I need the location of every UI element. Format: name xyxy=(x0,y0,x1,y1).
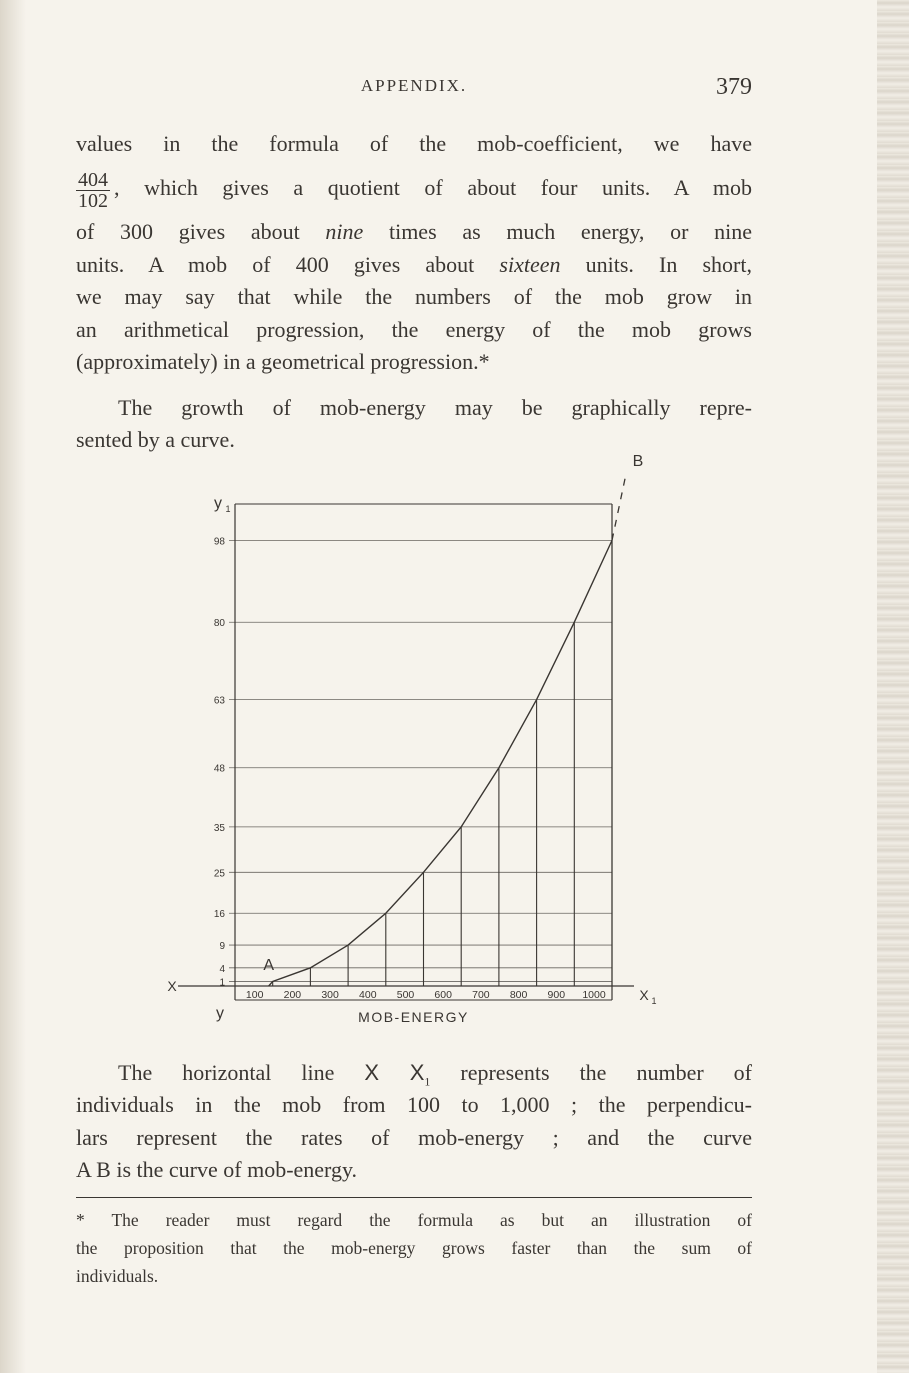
paragraph-3-line-3: lars represent the rates of mob-energy ; and the curve xyxy=(76,1124,752,1150)
paragraph-3-line-1 xyxy=(76,1057,752,1089)
x-tick-label: 600 xyxy=(434,989,452,1001)
paragraph-3-line-2: individuals in the mob from 100 to 1,000 ; the perpendicu- xyxy=(76,1092,752,1118)
curve-ab xyxy=(269,540,612,986)
x-tick-label: 1000 xyxy=(582,989,606,1001)
paragraph-1-line-1: values in the formula of the mob-coefficient, we have xyxy=(76,131,752,156)
line-1-part-b: represents the number of xyxy=(430,1060,752,1085)
x-tick-label: 700 xyxy=(472,989,490,1001)
page-number: 379 xyxy=(716,74,752,100)
y-tick-label: 98 xyxy=(213,536,225,548)
line-xx-label: X X xyxy=(364,1060,425,1085)
mob-energy-chart xyxy=(150,452,690,1032)
paragraph-1-line-5: we may say that while the numbers of the mob grow in xyxy=(76,284,752,310)
x-tick-label: 500 xyxy=(396,989,415,1001)
page-header xyxy=(76,74,752,104)
paragraph-3-line-4: A B is the curve of mob-energy. xyxy=(76,1157,358,1183)
line-xx-subscript: 1 xyxy=(424,1074,431,1089)
x-tick-label: 400 xyxy=(359,989,377,1001)
y-tick-label: 63 xyxy=(213,695,225,707)
y-tick-label: 25 xyxy=(213,868,225,880)
paragraph-2-line-1: The growth of mob-energy may be graphically repre- xyxy=(118,395,752,420)
x-axis-label-left: X xyxy=(167,978,177,994)
paragraph-1-line-4 xyxy=(76,249,752,281)
curve-label-b: B xyxy=(632,453,644,470)
footnote xyxy=(76,1206,752,1290)
x-tick-label: 800 xyxy=(509,989,528,1001)
paragraph-2-line-2: sented by a curve. xyxy=(76,427,235,453)
footnote-line-2: the proposition that the mob-energy grows faster than the sum of xyxy=(76,1238,752,1258)
x-axis-label-right-subscript: 1 xyxy=(651,996,657,1006)
y-tick-label: 48 xyxy=(213,763,225,775)
emphasis-nine: nine xyxy=(325,219,364,245)
x-tick-label: 900 xyxy=(547,989,566,1001)
y-tick-label: 80 xyxy=(213,618,225,630)
paragraph-1-line-3 xyxy=(76,216,752,248)
footnote-line-3: individuals. xyxy=(76,1266,159,1286)
fraction-numerator: 404 xyxy=(78,168,108,191)
y-tick-label: 1 xyxy=(219,977,225,989)
line-3-part-b: times as much energy, or nine xyxy=(363,219,752,245)
y-tick-label: 16 xyxy=(213,909,225,921)
x-tick-label: 100 xyxy=(245,989,264,1001)
x-tick-label: 300 xyxy=(321,989,339,1001)
line-4-part-b: units. In short, xyxy=(560,251,752,277)
fraction-denominator: 102 xyxy=(78,189,108,212)
x-tick-label: 200 xyxy=(283,989,302,1001)
page-edge-left xyxy=(0,0,26,1373)
x-axis-label-right: X xyxy=(639,987,649,1003)
page-edge-right xyxy=(877,0,909,1373)
y-tick-label: 35 xyxy=(213,822,225,834)
line-3-part-a: of 300 gives about xyxy=(76,219,326,245)
paragraph-3 xyxy=(76,1057,752,1187)
paragraph-1-line-2-text: , which gives a quotient of about four units. A mob xyxy=(114,175,752,201)
x-axis-title: MOB-ENERGY xyxy=(358,1009,469,1025)
line-4-part-a: units. A mob of 400 gives about xyxy=(76,251,500,277)
emphasis-sixteen: sixteen xyxy=(499,251,561,277)
curve-extension xyxy=(612,474,626,540)
y-tick-label: 9 xyxy=(219,941,225,953)
line-1-part-a: The horizontal line xyxy=(118,1060,365,1085)
paragraph-1-line-7: (approximately) in a geometrical progression.* xyxy=(76,348,490,374)
paragraph-2 xyxy=(76,392,752,457)
y-tick-label: 4 xyxy=(219,963,225,975)
paragraph-1 xyxy=(76,128,752,378)
paragraph-1-line-6: an arithmetical progression, the energy of the mob grows xyxy=(76,316,752,342)
y-axis-label-top-subscript: 1 xyxy=(225,504,231,514)
fraction xyxy=(76,170,110,211)
paragraph-1-line-2 xyxy=(76,160,752,216)
mob-energy-figure xyxy=(150,452,690,1032)
curve-label-a: A xyxy=(263,957,275,974)
y-axis-label-bottom: y xyxy=(216,1005,224,1022)
running-head: APPENDIX. xyxy=(360,76,468,95)
footnote-rule xyxy=(76,1197,752,1198)
footnote-line-1: * The reader must regard the formula as but an illustration of xyxy=(76,1210,752,1230)
y-axis-label-top: y xyxy=(214,495,222,512)
